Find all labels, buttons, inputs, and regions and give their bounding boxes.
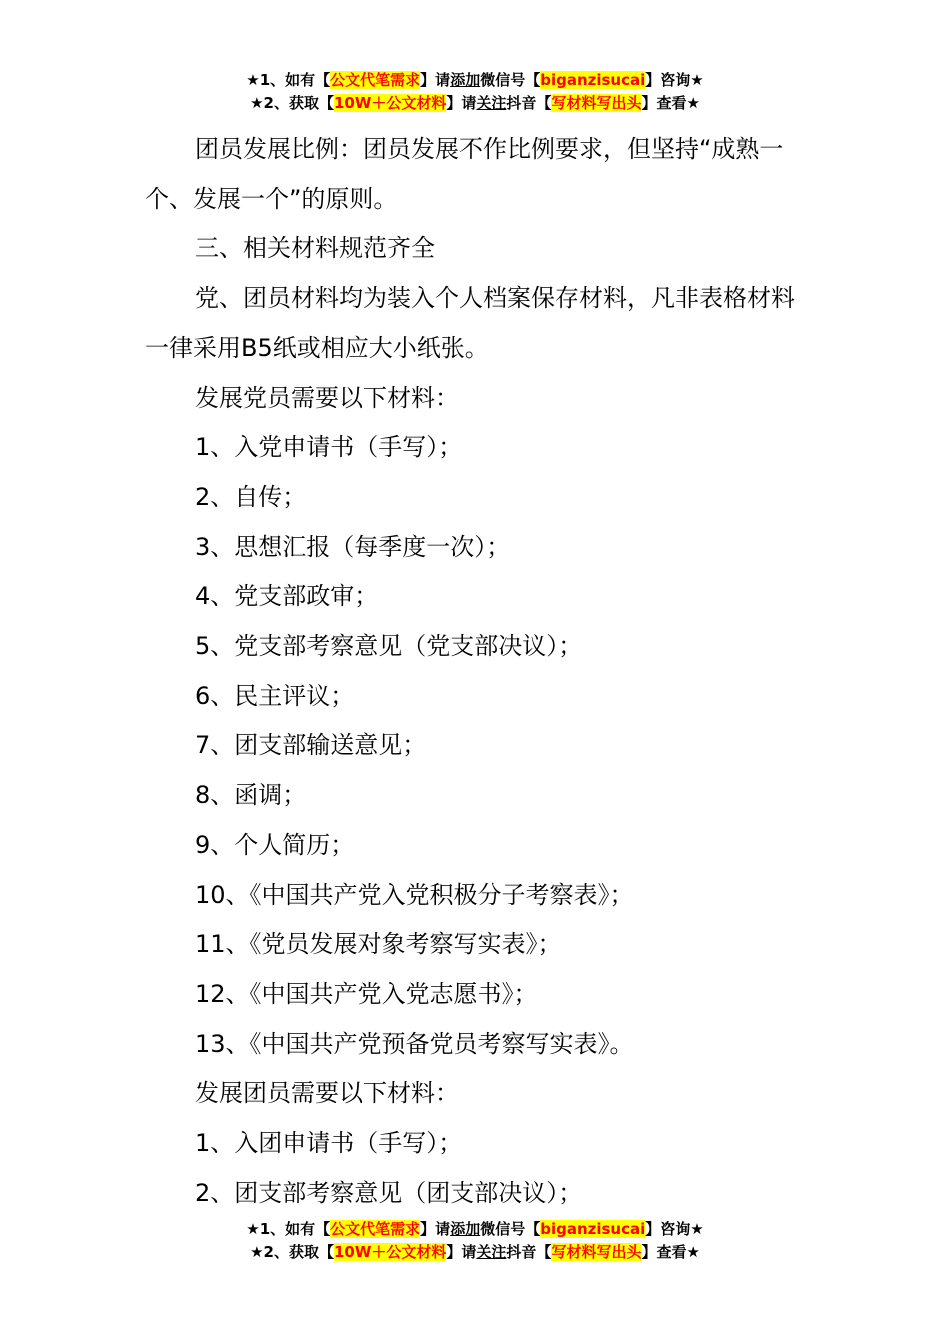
banner-underlined: 关注 bbox=[476, 1243, 507, 1261]
banner-highlight: 10W＋公文材料 bbox=[333, 1243, 447, 1261]
banner-text: ★2、获取【 bbox=[250, 94, 334, 112]
list-item: 5、党支部考察意见（党支部决议）； bbox=[195, 632, 583, 661]
list-item: 9、个人简历； bbox=[195, 830, 355, 859]
footer-banner bbox=[0, 1218, 950, 1264]
list-item: 1、入团申请书（手写）； bbox=[195, 1129, 463, 1158]
banner-underlined: 添加 bbox=[450, 1220, 481, 1238]
banner-line-1 bbox=[0, 1218, 950, 1241]
banner-text: 】请 bbox=[446, 1243, 477, 1261]
list-item: 4、党支部政审； bbox=[195, 582, 379, 611]
banner-text: ★2、获取【 bbox=[250, 1243, 334, 1261]
banner-highlight: 公文代笔需求 bbox=[330, 71, 421, 89]
header-banner bbox=[0, 69, 950, 115]
section-heading: 三、相关材料规范齐全 bbox=[195, 234, 435, 263]
banner-highlight: 10W＋公文材料 bbox=[333, 94, 447, 112]
banner-text: 】查看★ bbox=[641, 1243, 700, 1261]
banner-text: 】请 bbox=[420, 71, 451, 89]
banner-highlight: 写材料写出头 bbox=[551, 94, 642, 112]
paragraph: 党、团员材料均为装入个人档案保存材料，凡非表格材料一律采用B5纸或相应大小纸张。 bbox=[145, 284, 795, 362]
banner-text: 微信号【 bbox=[480, 1220, 541, 1238]
banner-text: 抖音【 bbox=[506, 1243, 552, 1261]
banner-underlined: 关注 bbox=[476, 94, 507, 112]
list-item: 7、团支部输送意见； bbox=[195, 731, 427, 760]
list-item: 11、《党员发展对象考察写实表》； bbox=[195, 930, 562, 959]
list-item: 6、民主评议； bbox=[195, 681, 355, 710]
banner-text: 】请 bbox=[420, 1220, 451, 1238]
list-heading: 发展团员需要以下材料： bbox=[195, 1079, 459, 1108]
banner-text: 】咨询★ bbox=[645, 71, 704, 89]
banner-text: 】请 bbox=[446, 94, 477, 112]
banner-line-2 bbox=[0, 92, 950, 115]
banner-line-1 bbox=[0, 69, 950, 92]
list-item: 2、团支部考察意见（团支部决议）； bbox=[195, 1178, 583, 1207]
banner-text: 】查看★ bbox=[641, 94, 700, 112]
banner-highlight: biganzisucai bbox=[540, 71, 646, 89]
banner-highlight: 写材料写出头 bbox=[551, 1243, 642, 1261]
list-item: 8、函调； bbox=[195, 781, 307, 810]
banner-text: 抖音【 bbox=[506, 94, 552, 112]
banner-highlight: biganzisucai bbox=[540, 1220, 646, 1238]
banner-line-2 bbox=[0, 1241, 950, 1264]
banner-underlined: 添加 bbox=[450, 71, 481, 89]
document-body bbox=[145, 125, 805, 1218]
paragraph: 团员发展比例：团员发展不作比例要求，但坚持“成熟一个、发展一个”的原则。 bbox=[145, 135, 784, 213]
list-item: 2、自传； bbox=[195, 482, 307, 511]
list-item: 3、思想汇报（每季度一次）； bbox=[195, 532, 511, 561]
list-item: 12、《中国共产党入党志愿书》； bbox=[195, 979, 538, 1008]
list-item: 10、《中国共产党入党积极分子考察表》； bbox=[195, 880, 634, 909]
banner-text: ★1、如有【 bbox=[246, 1220, 331, 1238]
list-heading: 发展党员需要以下材料： bbox=[195, 383, 459, 412]
banner-highlight: 公文代笔需求 bbox=[330, 1220, 421, 1238]
list-item: 1、入党申请书（手写）； bbox=[195, 433, 463, 462]
list-item: 13、《中国共产党预备党员考察写实表》。 bbox=[195, 1029, 634, 1058]
banner-text: ★1、如有【 bbox=[246, 71, 331, 89]
banner-text: 】咨询★ bbox=[645, 1220, 704, 1238]
banner-text: 微信号【 bbox=[480, 71, 541, 89]
